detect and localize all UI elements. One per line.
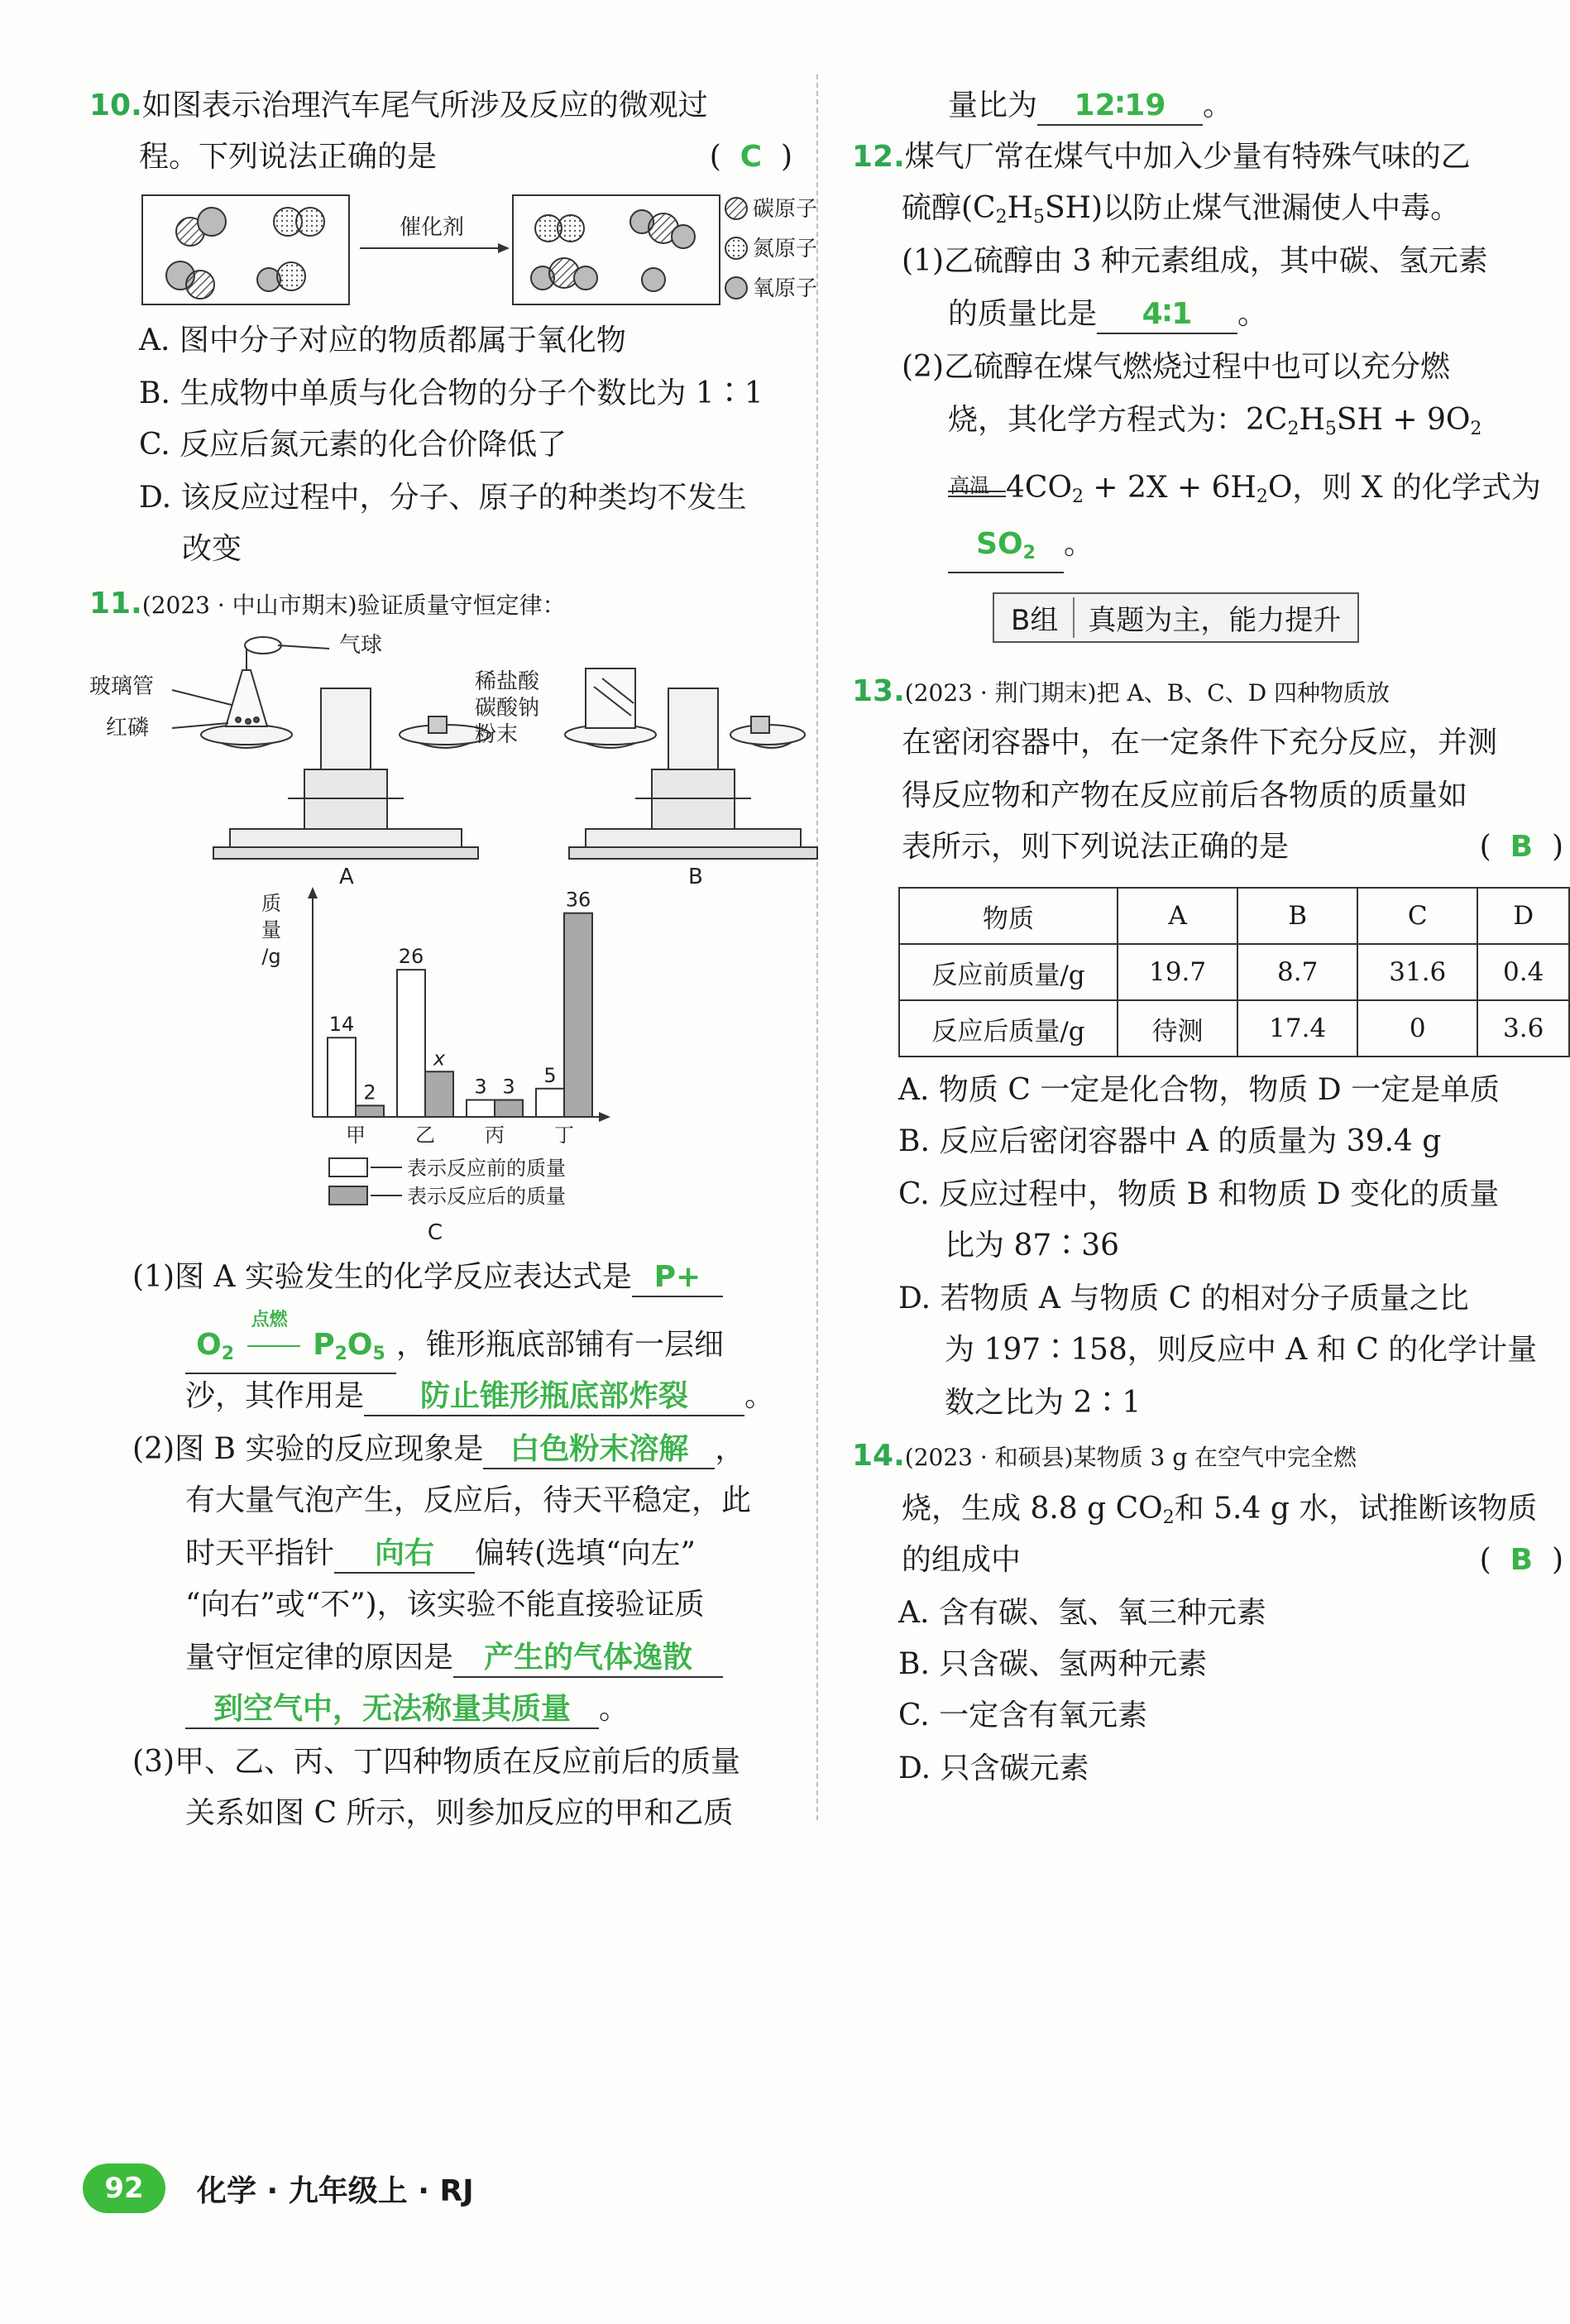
legend-oxygen: 氧原子	[753, 276, 818, 301]
label-powder: 粉末	[475, 722, 519, 747]
table-header-cell: A	[1118, 888, 1237, 944]
q11-part3-line2: 关系如图 C 所示，则参加反应的甲和乙质	[185, 1796, 734, 1830]
column-divider	[816, 74, 818, 1820]
q11-stem-text: (2023 · 中山市期末)验证质量守恒定律：	[141, 592, 566, 619]
bar	[495, 1100, 523, 1117]
legend-before: 表示反应前的质量	[407, 1157, 566, 1180]
table-cell: 19.7	[1118, 944, 1237, 1000]
q11-part1-line2: $O_2$ 点燃 $P_2O_5$ ，锥形瓶底部铺有一层细	[185, 1325, 724, 1374]
q13-answer-paren: ( B )	[1479, 830, 1563, 864]
q13-stem-line3: 得反应物和产物在反应前后各物质的质量如	[902, 779, 1468, 812]
bar	[536, 1089, 564, 1117]
x-tick-label: 甲	[346, 1124, 366, 1147]
y-axis-label: 质	[261, 892, 281, 915]
section-b-title: 真题为主，能力提升	[1088, 604, 1342, 637]
section-b-group: B组	[1011, 597, 1075, 638]
table-header-cell: 物质	[899, 888, 1118, 944]
q11-answer1-part3: 防止锥形瓶底部炸裂	[364, 1378, 744, 1416]
q12-part2-line4: $SO_2$ 。	[948, 525, 1094, 573]
q12-stem-line1: 12.煤气厂常在煤气中加入少量有特殊气味的乙	[852, 140, 1471, 174]
q14-option-a[interactable]: A. 含有碳、氢、氧三种元素	[898, 1596, 1266, 1630]
label-dilute-hcl: 稀盐酸	[475, 669, 540, 694]
q11-part2-line3: 时天平指针 向右 偏转(选填“向左”	[185, 1534, 696, 1574]
data-label: 14	[328, 1013, 355, 1037]
q13-option-d-cont2: 数之比为 2∶1	[945, 1386, 1142, 1420]
q10-number: 10.	[89, 89, 142, 122]
table-cell: 8.7	[1237, 944, 1357, 1000]
q10-stem-text2: 程。下列说法正确的是	[139, 140, 438, 174]
q10-option-a[interactable]: A. 图中分子对应的物质都属于氧化物	[139, 323, 626, 357]
label-red-phosphorus: 红磷	[106, 716, 150, 740]
legend-nitrogen: 氮原子	[753, 237, 818, 261]
table-header-cell: B	[1237, 888, 1357, 944]
q13-stem-line4: 表所示，则下列说法正确的是 ( B )	[902, 827, 1563, 867]
q12-number: 12.	[852, 140, 905, 174]
label-balloon: 气球	[339, 633, 383, 658]
q14-stem-line3: 的组成中 ( B )	[902, 1541, 1563, 1580]
q11-answer2c-line2: 到空气中，无法称量其质量	[185, 1691, 599, 1729]
q12-answer2: $SO_2$	[948, 526, 1064, 573]
y-axis-label: 量	[261, 918, 281, 942]
q14-stem-line1: 14.(2023 · 和硕县)某物质 3 g 在空气中完全燃	[852, 1439, 1357, 1473]
q11-bar-chart-c	[238, 885, 701, 1249]
q14-answer: B	[1510, 1543, 1534, 1577]
table-header-row	[899, 888, 1569, 944]
q13-option-a[interactable]: A. 物质 C 一定是化合物，物质 D 一定是单质	[898, 1073, 1501, 1107]
q12-part2-line3: 高温 $4CO_2 + 2X + 6H_2O$，则 X 的化学式为	[950, 471, 1541, 507]
q12-part1-line1: (1)乙硫醇由 3 种元素组成，其中碳、氢元素	[902, 244, 1488, 278]
q13-option-d[interactable]: D. 若物质 A 与物质 C 的相对分子质量之比	[898, 1282, 1469, 1315]
table-cell: 反应前质量/g	[899, 944, 1118, 1000]
data-label: 3	[474, 1075, 487, 1099]
q13-answer: B	[1510, 830, 1534, 864]
q14-number: 14.	[852, 1439, 905, 1473]
q11-stem	[89, 584, 566, 625]
q12-part2-line1: (2)乙硫醇在煤气燃烧过程中也可以充分燃	[902, 350, 1450, 384]
data-label: 5	[543, 1063, 557, 1087]
q11-part1-line3: 沙，其作用是 防止锥形瓶底部炸裂 。	[185, 1377, 774, 1416]
product-molecules	[531, 210, 695, 291]
balance-b	[565, 668, 817, 859]
legend-swatch-after	[329, 1186, 367, 1205]
q13-option-c[interactable]: C. 反应过程中，物质 B 和物质 D 变化的质量	[898, 1177, 1500, 1211]
q10-stem-text1: 如图表示治理汽车尾气所涉及反应的微观过	[141, 89, 708, 122]
q12-condition-arrow: 高温	[948, 491, 1006, 497]
data-label: 2	[363, 1081, 376, 1104]
q13-number: 13.	[852, 674, 905, 708]
q10-stem-line1	[89, 86, 708, 126]
bar	[564, 913, 592, 1117]
q11-answer2c-line1: 产生的气体逸散	[453, 1640, 723, 1678]
bar	[467, 1100, 495, 1117]
x-tick-label: 乙	[415, 1124, 435, 1147]
q10-option-d[interactable]: D. 该反应过程中，分子、原子的种类均不发生	[139, 481, 747, 515]
q14-option-d[interactable]: D. 只含碳元素	[898, 1751, 1089, 1785]
legend-after: 表示反应后的质量	[407, 1185, 566, 1208]
x-tick-label: 丁	[554, 1124, 574, 1147]
q11-part2-line2: 有大量气泡产生，反应后，待天平稳定，此	[185, 1483, 752, 1517]
q11-answer3: 12∶19	[1037, 88, 1203, 126]
table-cell: 反应后质量/g	[899, 1000, 1118, 1057]
q12-part1-line2: 的质量比是 4∶1 。	[948, 295, 1267, 334]
table-header-cell: C	[1357, 888, 1477, 944]
bar	[397, 970, 425, 1117]
label-sodium-carbonate: 碳酸钠	[475, 696, 540, 721]
label-glass-tube: 玻璃管	[89, 674, 155, 699]
page-number: 92	[83, 2163, 165, 2213]
data-label: 3	[502, 1075, 515, 1099]
q10-option-c[interactable]: C. 反应后氮元素的化合价降低了	[139, 428, 567, 462]
q11-part2-line6: 到空气中，无法称量其质量 。	[185, 1689, 629, 1729]
bar	[356, 1105, 384, 1117]
footer-title: 化学 · 九年级上 · RJ	[197, 2174, 474, 2208]
x-tick-label: 丙	[485, 1124, 505, 1147]
q11-part1-line1: (1)图 A 实验发生的化学反应表达式是 P+	[132, 1258, 723, 1297]
q13-option-c-cont: 比为 87∶36	[945, 1229, 1120, 1263]
table-header-cell: D	[1477, 888, 1569, 944]
q12-part2-line2: 烧，其化学方程式为：$2C_2H_5SH + 9O_2$	[948, 403, 1482, 439]
q10-option-d-cont: 改变	[182, 532, 242, 566]
data-label: 36	[565, 888, 591, 912]
q13-option-d-cont1: 为 197∶158，则反应中 A 和 C 的化学计量	[945, 1333, 1538, 1367]
q11-answer1-part2: $O_2$ 点燃 $P_2O_5$	[185, 1327, 396, 1374]
q14-answer-paren: ( B )	[1479, 1543, 1563, 1577]
q11-answer1-part1: P+	[632, 1259, 723, 1297]
q13-table	[898, 887, 1570, 1057]
table-cell: 0.4	[1477, 944, 1569, 1000]
table-cell: 17.4	[1237, 1000, 1357, 1057]
data-label: x	[433, 1047, 446, 1071]
table-cell: 31.6	[1357, 944, 1477, 1000]
q14-stem-line2: 烧，生成 8.8 g $CO_2$和 5.4 g 水，试推断该物质	[902, 1492, 1538, 1528]
q10-micro-diagram	[141, 189, 818, 313]
figure-b-caption: B	[688, 865, 703, 889]
table-row	[899, 1000, 1569, 1057]
q13-option-b[interactable]: B. 反应后密闭容器中 A 的质量为 39.4 g	[898, 1124, 1442, 1158]
balance-a	[172, 637, 491, 859]
bar	[425, 1071, 453, 1117]
q11-part3-line1: (3)甲、乙、丙、丁四种物质在反应前后的质量	[132, 1745, 740, 1779]
q10-answer-paren: ( C )	[709, 140, 792, 174]
table-cell: 3.6	[1477, 1000, 1569, 1057]
q14-option-b[interactable]: B. 只含碳、氢两种元素	[898, 1647, 1208, 1681]
x-axis-arrow	[599, 1112, 610, 1122]
table-cell: 0	[1357, 1000, 1477, 1057]
data-label: 26	[398, 945, 424, 969]
q14-option-c[interactable]: C. 一定含有氧元素	[898, 1699, 1148, 1732]
q13-stem-line1: 13.(2023 · 荆门期末)把 A、B、C、D 四种物质放	[852, 674, 1391, 708]
q10-stem-line2	[139, 137, 792, 177]
y-axis-arrow	[308, 887, 318, 898]
legend-carbon: 碳原子	[753, 197, 818, 222]
q11-part2-line4: “向右”或“不”)，该实验不能直接验证质	[185, 1588, 705, 1622]
q11-answer2a: 白色粉末溶解	[483, 1431, 715, 1469]
q11-answer2b: 向右	[334, 1536, 475, 1574]
figure-a-caption: A	[339, 865, 354, 889]
reactant-molecules	[166, 208, 324, 299]
bar	[328, 1037, 356, 1117]
table-cell: 待测	[1118, 1000, 1237, 1057]
q12-stem-line2: 硫醇$(C_2H_5SH)$以防止煤气泄漏使人中毒。	[902, 191, 1461, 228]
q11-balance-figures	[89, 633, 801, 889]
q11-part2-line5: 量守恒定律的原因是 产生的气体逸散	[185, 1638, 723, 1678]
section-b-tag	[993, 592, 1359, 643]
q13-stem-line2: 在密闭容器中，在一定条件下充分反应，并测	[902, 726, 1498, 759]
q11-number: 11.	[89, 587, 142, 621]
chart-caption: C	[427, 1220, 443, 1245]
q10-answer: C	[740, 140, 763, 174]
q11-part2-line1: (2)图 B 实验的反应现象是 白色粉末溶解 ，	[132, 1430, 744, 1469]
q10-option-b[interactable]: B. 生成物中单质与化合物的分子个数比为 1∶1	[139, 376, 763, 410]
table-row	[899, 944, 1569, 1000]
q11-part3-line3: 量比为 12∶19 。	[948, 86, 1233, 126]
q12-answer1: 4∶1	[1097, 296, 1237, 334]
catalyst-label: 催化剂	[399, 215, 465, 240]
legend-swatch-before	[329, 1158, 367, 1176]
y-axis-label: /g	[261, 945, 281, 968]
